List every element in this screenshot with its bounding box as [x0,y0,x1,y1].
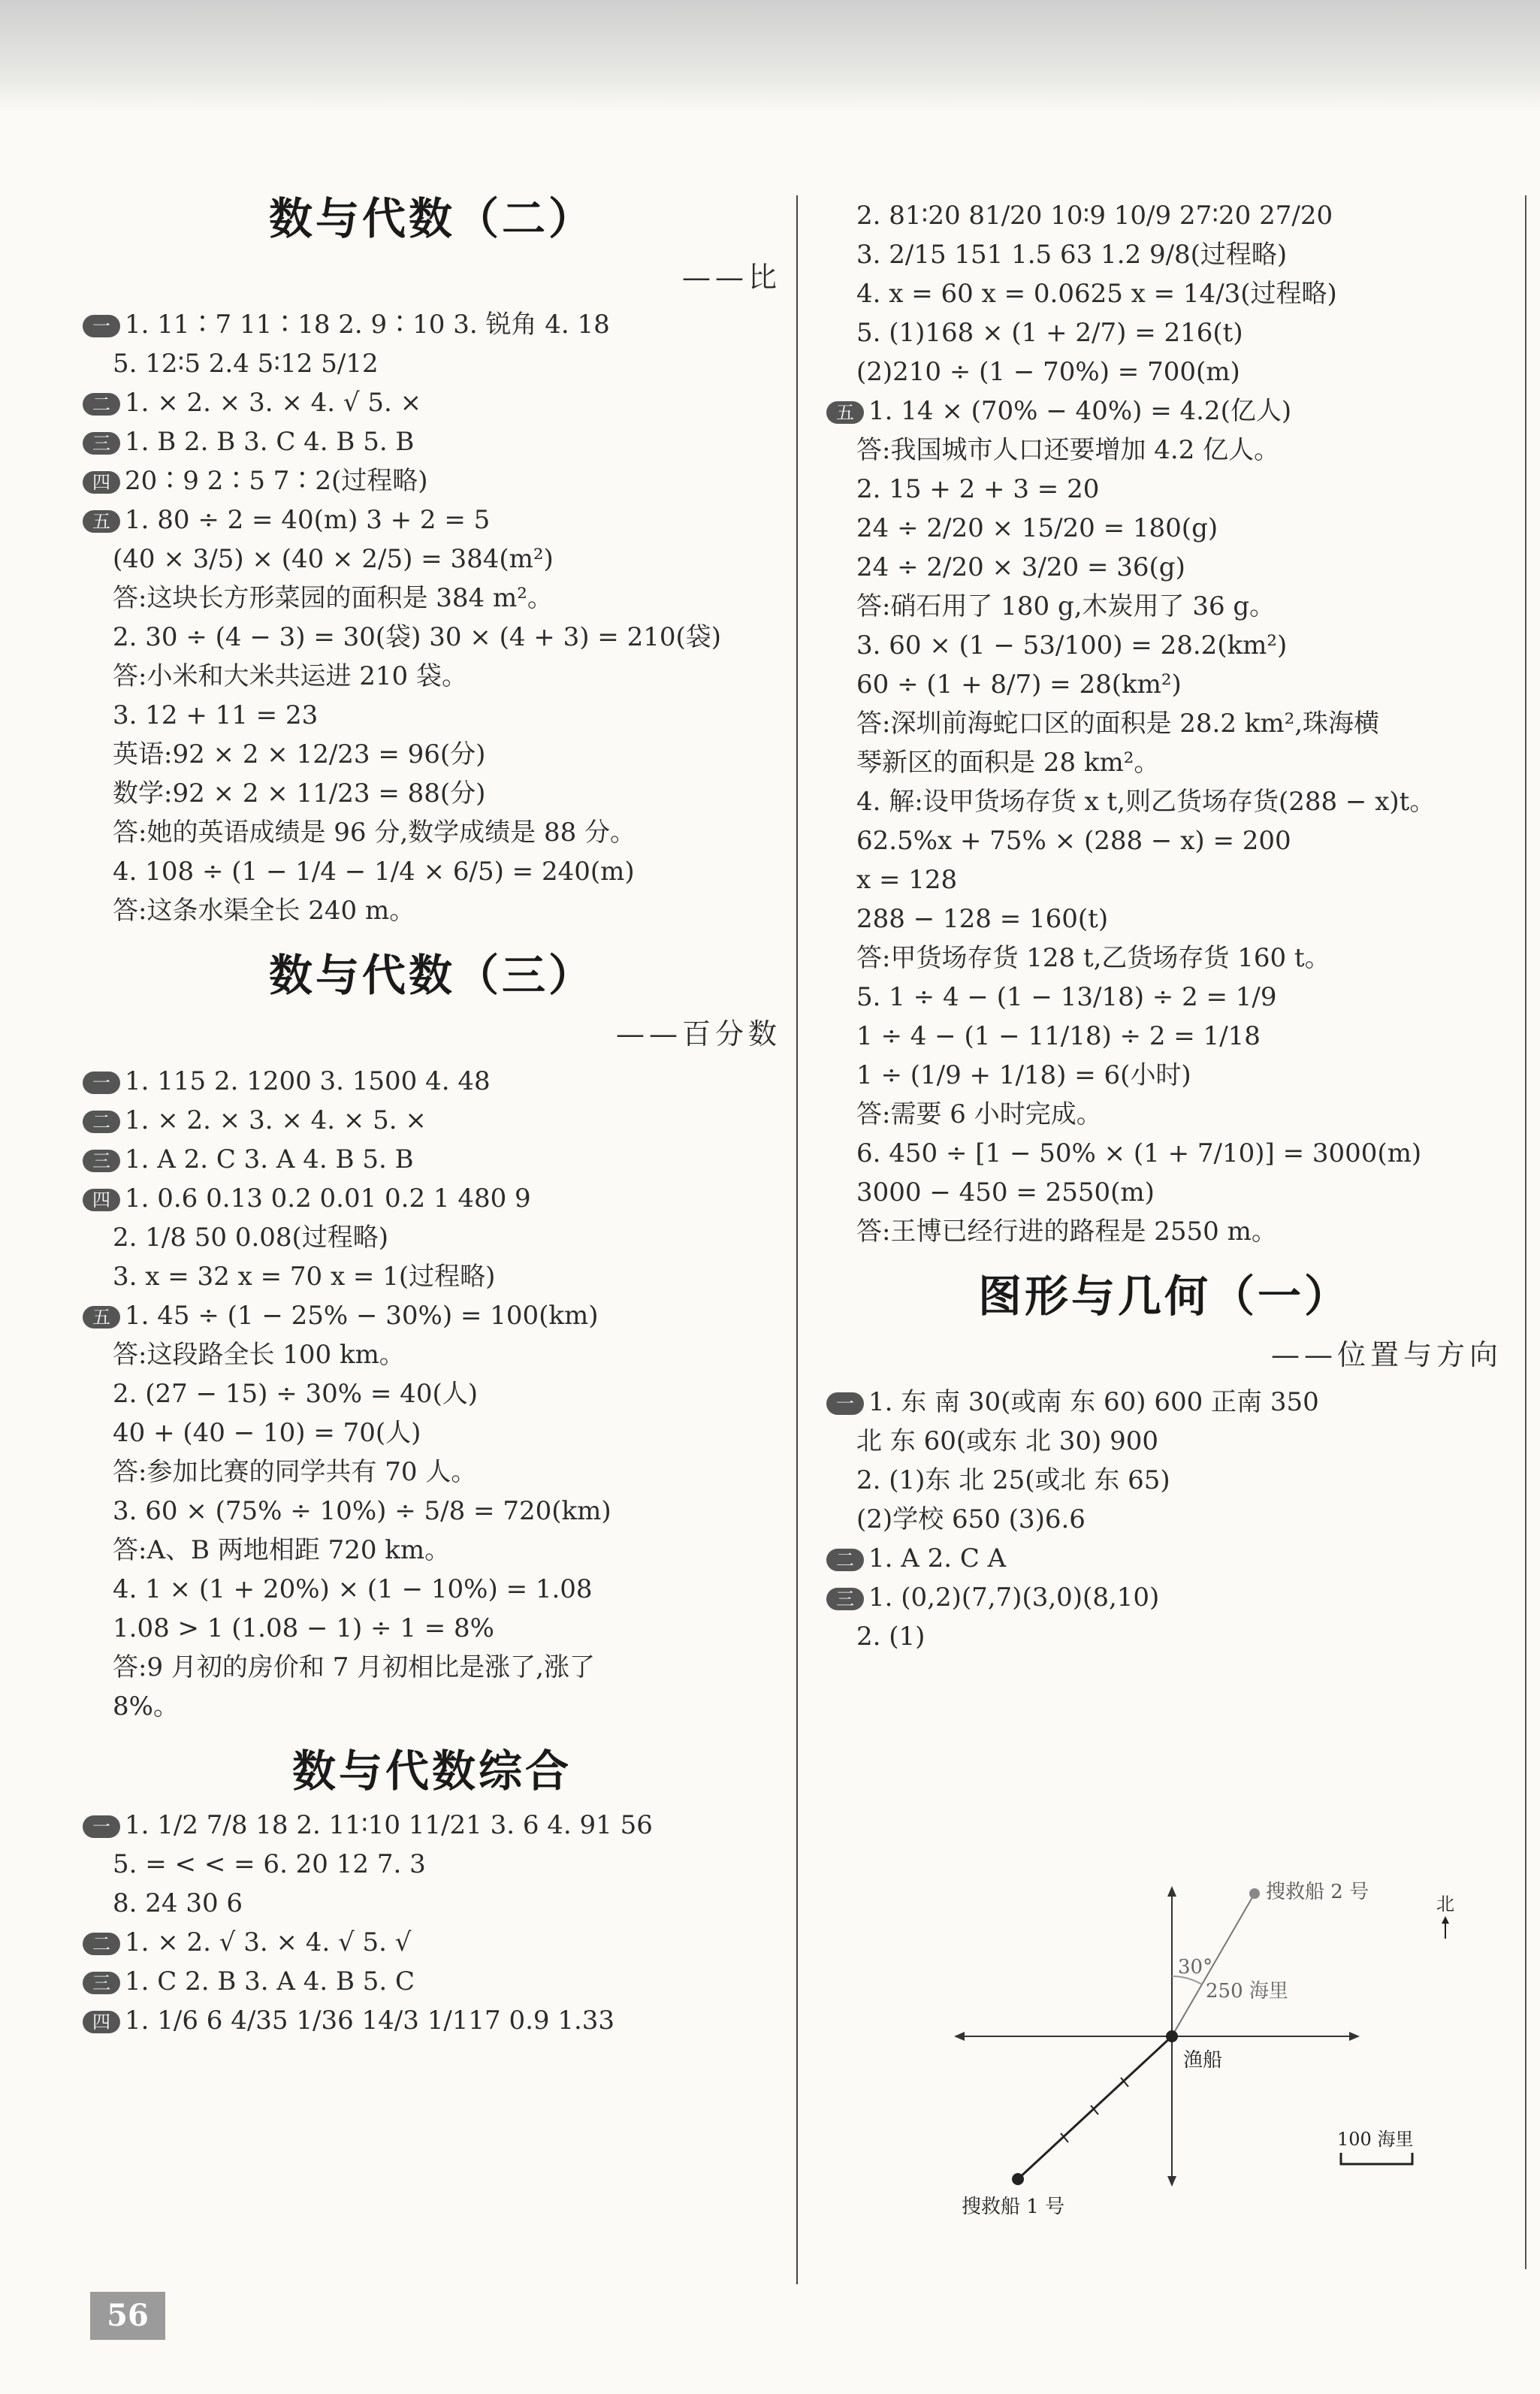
answer-line [83,1102,781,1139]
question-badge: 三 [83,432,120,455]
answer-line [83,618,781,656]
answer-text: 2. (1)东 北 25(或北 东 65) [856,1465,1170,1495]
axis-arrow-icon [1349,2032,1360,2041]
answer-text: 3000 − 450 = 2550(m) [856,1177,1155,1208]
answer-text: 3. 12 + 11 = 23 [113,700,319,730]
answer-line [83,345,781,382]
section-subtitle: ——位置与方向 [1270,1338,1502,1371]
answer-text: 1. C 2. B 3. A 4. B 5. C [125,1966,415,1997]
answer-text: 1. A 2. C 3. A 4. B 5. B [125,1144,414,1174]
answer-text: 1. 1/6 6 4/35 1/36 14/3 1/117 0.9 1.33 [125,2006,615,2036]
question-badge: 三 [83,1150,120,1172]
answer-text: 1. 80 ÷ 2 = 40(m) 3 + 2 = 5 [125,505,491,535]
answer-line [826,627,1502,664]
direction-diagram [932,1864,1457,2224]
question-badge: 四 [83,471,120,494]
answer-line [83,1963,781,2000]
question-badge: 二 [83,1111,120,1133]
answer-line [83,1610,781,1647]
answer-line [83,775,781,812]
answer-text: 答:这段路全长 100 km。 [113,1340,405,1370]
answer-text: 答:甲货场存货 128 t,乙货场存货 160 t。 [856,943,1330,973]
question-badge: 三 [826,1588,864,1610]
answer-text: 3. x = 32 x = 70 x = 1(过程略) [113,1262,496,1292]
answer-line [826,1461,1502,1499]
answer-text: 数学:92 × 2 × 11/23 = 88(分) [113,778,486,809]
axis-arrow-icon [1167,1886,1176,1897]
answer-line [826,1017,1502,1055]
answer-text: 1 ÷ (1/9 + 1/18) = 6(小时) [856,1060,1191,1090]
scale-bar [1341,2153,1412,2164]
answer-text: 5. 1 ÷ 4 − (1 − 13/18) ÷ 2 = 1/9 [856,982,1277,1012]
answer-text: 3. 60 × (1 − 53/100) = 28.2(km²) [856,630,1288,660]
answer-text: 2. (27 − 15) ÷ 30% = 40(人) [113,1379,478,1409]
answer-line [83,1453,781,1491]
answer-text: 40 + (40 − 10) = 70(人) [113,1418,421,1448]
answer-line [826,197,1502,234]
answer-line [826,509,1502,547]
axis-arrow-icon [1167,2176,1176,2187]
answer-text: 6. 450 ÷ [1 − 50% × (1 + 7/10)] = 3000(m) [856,1138,1422,1168]
answer-line [826,1579,1502,1616]
answer-line [83,1924,781,1961]
answer-text: 8. 24 30 6 [113,1888,243,1918]
answer-text: 1.08 > 1 (1.08 − 1) ÷ 1 = 8% [113,1613,494,1643]
answer-text: 答:小米和大米共运进 210 袋。 [113,661,467,691]
question-badge: 二 [826,1549,864,1571]
answer-line [826,1135,1502,1172]
answer-line [826,1213,1502,1250]
answer-text: 答:硝石用了 180 g,木炭用了 36 g。 [856,591,1276,621]
answer-text: (2)学校 650 (3)6.6 [856,1504,1086,1534]
answer-line [83,579,781,617]
distance-label: 250 海里 [1206,1980,1288,2003]
answer-text: 24 ÷ 2/20 × 15/20 = 180(g) [856,513,1218,543]
section-subtitle: ——比 [681,261,781,294]
answer-text: 8%。 [113,1691,179,1721]
answer-list [83,306,781,929]
answer-line [826,431,1502,469]
answer-line [826,861,1502,899]
answer-line [83,1375,781,1413]
answer-text: 4. 108 ÷ (1 − 1/4 − 1/4 × 6/5) = 240(m) [113,857,635,887]
answer-text: x = 128 [856,865,958,895]
question-badge: 一 [83,1072,120,1094]
answer-line [83,1649,781,1686]
answer-line [83,1688,781,1725]
answer-line [83,423,781,461]
answer-line [83,384,781,422]
answer-text: 2. 30 ÷ (4 − 3) = 30(袋) 30 × (4 + 3) = 210(袋) [113,622,722,652]
question-badge: 一 [826,1392,864,1415]
answer-text: 2. 15 + 2 + 3 = 20 [856,474,1100,504]
answer-line [826,1174,1502,1211]
answer-line [826,1618,1502,1655]
answer-text: 英语:92 × 2 × 12/23 = 96(分) [113,739,486,769]
answer-text: 1. × 2. √ 3. × 4. √ 5. √ [125,1927,412,1957]
answer-line [826,588,1502,625]
answer-line [826,236,1502,274]
boat2-point [1249,1888,1260,1899]
question-badge: 四 [83,1189,120,1211]
answer-text: 答:需要 6 小时完成。 [856,1099,1102,1129]
answer-line [83,657,781,695]
answer-line [83,814,781,851]
column-divider [796,195,798,2284]
answer-line [826,666,1502,703]
right-column [826,195,1502,1657]
left-column [83,173,781,2041]
page-number: 56 [90,2292,165,2340]
question-badge: 五 [83,1306,120,1328]
answer-text: 2. 81∶20 81/20 10∶9 10/9 27∶20 27/20 [856,201,1333,231]
answer-line [826,783,1502,821]
section-title: 数与代数综合 [291,1746,572,1797]
question-badge: 二 [83,393,120,416]
answer-text: 北 东 60(或东 北 30) 900 [856,1426,1158,1456]
question-badge: 五 [83,510,120,533]
question-badge: 五 [826,401,864,424]
answer-text: 答:她的英语成绩是 96 分,数学成绩是 88 分。 [113,818,636,848]
answer-text: 答:王博已经行进的路程是 2550 m。 [856,1217,1277,1247]
answer-line [83,1806,781,1844]
answer-text: 答:9 月初的房价和 7 月初相比是涨了,涨了 [113,1652,595,1682]
boat1-label: 搜救船 1 号 [962,2196,1065,2218]
boat2-label: 搜救船 2 号 [1266,1881,1369,1903]
answer-line [83,1414,781,1452]
answer-line [83,1258,781,1295]
answer-line [826,275,1502,313]
scale-label: 100 海里 [1337,2129,1414,2150]
answer-line [83,1062,781,1100]
answer-list [826,1383,1502,1655]
question-badge: 三 [83,1972,120,1994]
answer-line [83,1531,781,1569]
answer-line [826,822,1502,860]
answer-list [826,197,1502,1250]
answer-text: 60 ÷ (1 + 8/7) = 28(km²) [856,670,1182,700]
angle-label: 30° [1178,1956,1213,1978]
answer-text: 5. 12∶5 2.4 5∶12 5/12 [113,349,379,379]
question-badge: 一 [83,315,120,337]
answer-text: 4. 解:设甲货场存货 x t,则乙货场存货(288 − x)t。 [856,787,1436,817]
answer-line [826,470,1502,508]
section-title: 图形与几何（一） [977,1271,1351,1322]
bearing-line-boat1 [1018,2036,1172,2179]
answer-line [826,939,1502,977]
answer-text: 62.5%x + 75% × (288 − x) = 200 [856,826,1291,856]
right-border [1525,195,1526,2269]
answer-line [83,1492,781,1530]
answer-line [83,1570,781,1608]
answer-line [826,392,1502,430]
answer-text: 答:这块长方形菜园的面积是 384 m²。 [113,583,553,613]
fishing-boat-label: 渔船 [1183,2049,1223,2072]
top-shading [0,0,1540,113]
answer-text: 1. 1/2 7/8 18 2. 11∶10 11/21 3. 6 4. 91 56 [125,1810,653,1840]
answer-text: 20∶9 2∶5 7∶2(过程略) [125,466,428,496]
answer-text: (2)210 ÷ (1 − 70%) = 700(m) [856,357,1240,387]
answer-text: 1. 0.6 0.13 0.2 0.01 0.2 1 480 9 [125,1183,531,1214]
answer-line [826,1383,1502,1421]
answer-text: (40 × 3/5) × (40 × 2/5) = 384(m²) [113,544,554,574]
fishing-boat-point [1166,2030,1178,2042]
answer-text: 4. 1 × (1 + 20%) × (1 − 10%) = 1.08 [113,1574,593,1604]
answer-text: 1. 45 ÷ (1 − 25% − 30%) = 100(km) [125,1301,599,1331]
answer-line [826,1096,1502,1133]
answer-text: 1 ÷ 4 − (1 − 11/18) ÷ 2 = 1/18 [856,1021,1261,1051]
answer-text: 4. x = 60 x = 0.0625 x = 14/3(过程略) [856,279,1337,309]
answer-text: 答:这条水渠全长 240 m。 [113,896,415,926]
answer-line [826,705,1502,742]
answer-line [83,1180,781,1217]
answer-list [83,1062,781,1725]
answer-line [826,1056,1502,1094]
answer-line [83,1845,781,1883]
answer-line [826,744,1502,781]
answer-line [826,314,1502,352]
answer-text: 1. 115 2. 1200 3. 1500 4. 48 [125,1066,491,1096]
answer-line [83,1336,781,1374]
answer-text: 3. 60 × (75% ÷ 10%) ÷ 5/8 = 720(km) [113,1496,611,1526]
answer-text: 琴新区的面积是 28 km²。 [856,748,1160,778]
question-badge: 四 [83,2011,120,2033]
answer-list [83,1806,781,2039]
answer-text: 1. B 2. B 3. C 4. B 5. B [125,427,415,457]
answer-line [826,1501,1502,1538]
question-badge: 一 [83,1815,120,1838]
answer-line [83,1297,781,1335]
answer-text: 答:A、B 两地相距 720 km。 [113,1535,451,1565]
answer-text: 1. (0,2)(7,7)(3,0)(8,10) [868,1582,1160,1613]
answer-line [826,549,1502,586]
answer-text: 5. (1)168 × (1 + 2/7) = 216(t) [856,318,1243,348]
boat1-point [1012,2173,1024,2185]
answer-line [83,697,781,734]
section-title: 数与代数（三） [268,950,595,1001]
answer-text: 2. 1/8 50 0.08(过程略) [113,1223,389,1253]
answer-line [83,540,781,578]
answer-line [83,2002,781,2039]
answer-text: 1. 东 南 30(或南 东 60) 600 正南 350 [868,1387,1319,1417]
answer-line [83,1219,781,1256]
answer-text: 1. × 2. × 3. × 4. × 5. × [125,1105,427,1135]
answer-line [83,736,781,773]
answer-text: 答:参加比赛的同学共有 70 人。 [113,1457,477,1487]
answer-text: 1. A 2. C A [868,1543,1007,1573]
section-subtitle: ——百分数 [615,1017,781,1050]
answer-line [826,1540,1502,1577]
answer-line [826,978,1502,1016]
answer-text: 答:深圳前海蛇口区的面积是 28.2 km²,珠海横 [856,709,1380,739]
answer-text: 1. 11∶7 11∶18 2. 9∶10 3. 锐角 4. 18 [125,310,610,340]
answer-text: 答:我国城市人口还要增加 4.2 亿人。 [856,435,1280,465]
answer-line [83,892,781,929]
answer-line [83,306,781,343]
answer-line [83,462,781,500]
answer-text: 288 − 128 = 160(t) [856,904,1109,934]
answer-line [83,1885,781,1922]
answer-text: 2. (1) [856,1622,926,1652]
north-label: 北 [1436,1894,1454,1915]
section-title: 数与代数（二） [268,193,595,244]
answer-text: 3. 2/15 151 1.5 63 1.2 9/8(过程略) [856,240,1288,270]
answer-line [83,1141,781,1178]
answer-line [826,1422,1502,1460]
answer-line [83,501,781,539]
answer-line [83,853,781,890]
answer-line [826,900,1502,938]
answer-line [826,353,1502,391]
answer-text: 5. = < < = 6. 20 12 7. 3 [113,1849,426,1879]
axis-arrow-icon [954,2032,965,2041]
question-badge: 二 [83,1933,120,1955]
answer-text: 24 ÷ 2/20 × 3/20 = 36(g) [856,552,1185,582]
answer-text: 1. × 2. × 3. × 4. √ 5. × [125,388,422,418]
answer-text: 1. 14 × (70% − 40%) = 4.2(亿人) [868,396,1292,426]
